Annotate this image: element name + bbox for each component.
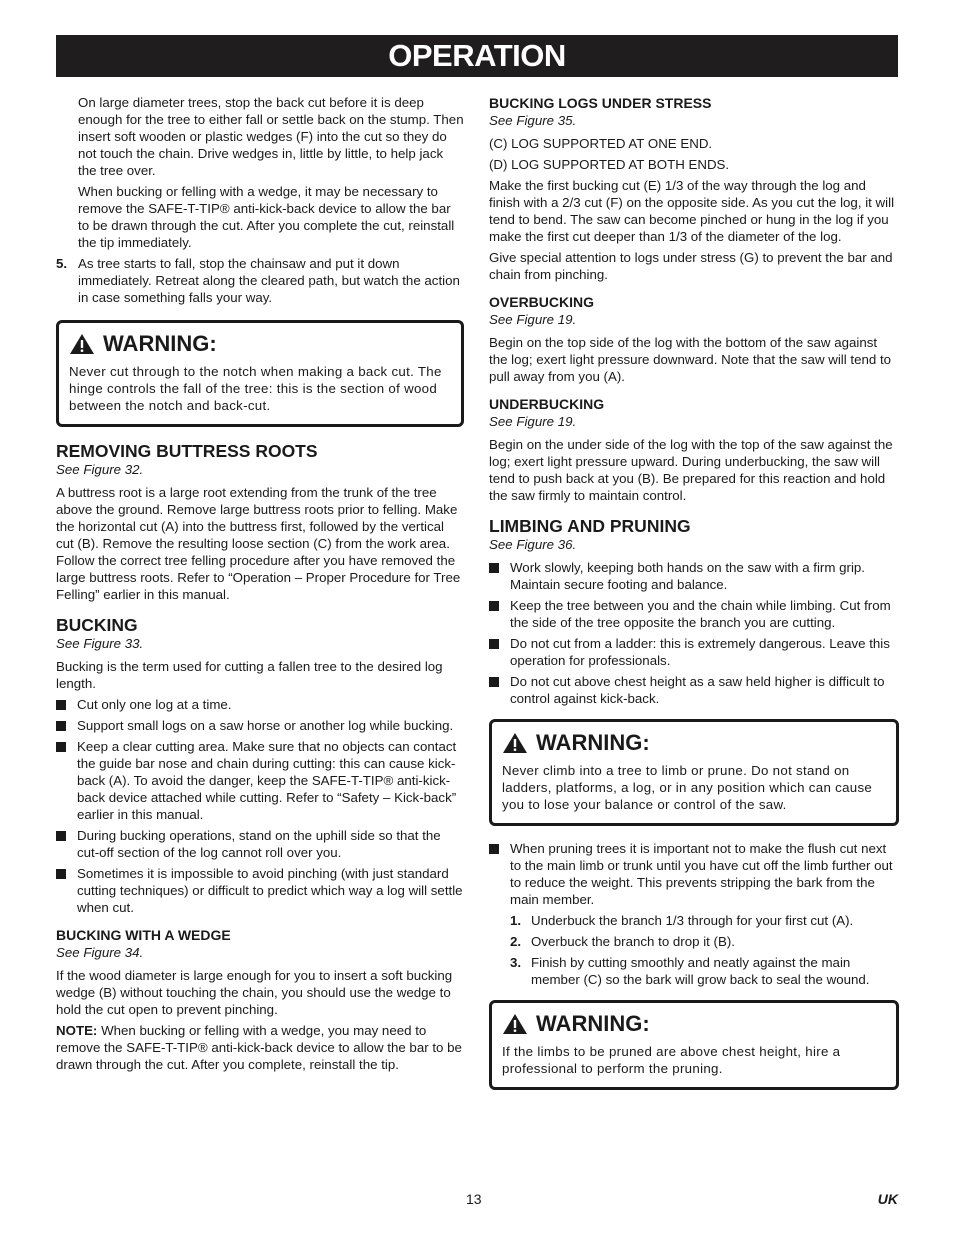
- warning-triangle-icon: [69, 333, 95, 355]
- step-text: Finish by cutting smoothly and neatly against the main member (C) so the bark will grow back to seal the wound.: [531, 955, 870, 987]
- warning-triangle-icon: [502, 732, 528, 754]
- page-title: OPERATION: [388, 38, 566, 73]
- section-heading-stress: BUCKING LOGS UNDER STRESS: [489, 95, 712, 111]
- section-heading-underbucking: UNDERBUCKING: [489, 396, 605, 412]
- warning-triangle-icon: [502, 1013, 528, 1035]
- bullet-item: [56, 738, 464, 823]
- section-heading-buttress: REMOVING BUTTRESS ROOTS: [56, 441, 318, 461]
- note-text: When bucking or felling with a wedge, you may need to remove the SAFE-T-TIP® anti-kick-back device to allow the bar to be drawn through the cut. After you complete, reinstall the tip.: [56, 1023, 462, 1072]
- pruning-step: [489, 912, 899, 929]
- figure-reference: See Figure 35.: [489, 113, 577, 128]
- step-number: 2.: [510, 934, 522, 949]
- section-heading-bucking: BUCKING: [56, 615, 138, 635]
- bullet-text: Cut only one log at a time.: [77, 697, 232, 712]
- bullet-item: [489, 840, 899, 908]
- step-number: 5.: [56, 256, 68, 271]
- section-heading-wedge: BUCKING WITH A WEDGE: [56, 927, 231, 943]
- square-bullet-icon: [56, 700, 66, 710]
- page-header: [56, 35, 898, 77]
- figure-reference: See Figure 36.: [489, 537, 577, 552]
- square-bullet-icon: [489, 677, 499, 687]
- step-number: 1.: [510, 913, 522, 928]
- warning-box-1: [56, 320, 464, 427]
- bullet-text: During bucking operations, stand on the uphill side so that the cut-off section of the log cannot roll over you.: [77, 828, 441, 860]
- note-label: NOTE:: [56, 1023, 98, 1038]
- figure-reference: See Figure 32.: [56, 462, 144, 477]
- stress-line-c: (C) LOG SUPPORTED AT ONE END.: [489, 136, 713, 151]
- bullet-text: Keep the tree between you and the chain while limbing. Cut from the side of the tree opposite the branch you are cutting.: [510, 598, 891, 630]
- square-bullet-icon: [489, 563, 499, 573]
- warning-box-3: [489, 1000, 899, 1090]
- square-bullet-icon: [489, 639, 499, 649]
- bullet-item: [56, 696, 464, 713]
- warning-text: Never climb into a tree to limb or prune. Do not stand on ladders, platforms, a log, or in any position which can cause you to lose your balance or control of the saw.: [502, 763, 873, 812]
- bullet-text: Work slowly, keeping both hands on the saw with a firm grip. Maintain secure footing and balance.: [510, 560, 865, 592]
- left-column: [56, 94, 464, 1077]
- warning-box-2: [489, 719, 899, 826]
- region-label: UK: [877, 1191, 898, 1207]
- bullet-text: Do not cut from a ladder: this is extremely dangerous. Leave this operation for professionals.: [510, 636, 890, 668]
- bullet-item: [489, 635, 899, 669]
- figure-reference: See Figure 34.: [56, 945, 144, 960]
- bullet-item: [489, 597, 899, 631]
- square-bullet-icon: [56, 831, 66, 841]
- wedge-paragraph: If the wood diameter is large enough for you to insert a soft bucking wedge (B) without touching the chain, you should use the wedge to hold the cut open to prevent pinching.: [56, 968, 453, 1017]
- warning-text: If the limbs to be pruned are above chest height, hire a professional to perform the pruning.: [502, 1044, 841, 1076]
- right-column: [489, 94, 899, 1104]
- bullet-text: Support small logs on a saw horse or another log while bucking.: [77, 718, 454, 733]
- bullet-item: [489, 559, 899, 593]
- square-bullet-icon: [489, 844, 499, 854]
- bullet-text: Keep a clear cutting area. Make sure that no objects can contact the guide bar nose and chain during cutting: this can cause kick-back (A). To avoid the danger, keep the SAFE-T-TIP® anti-kick-back device attached while cutting. Refer to “Safety – Kick-back” earlier in this manual.: [77, 739, 457, 822]
- stress-paragraph-2: Give special attention to logs under stress (G) to prevent the bar and chain from pinching.: [489, 250, 893, 282]
- square-bullet-icon: [56, 742, 66, 752]
- step-5: [56, 255, 464, 306]
- step-text: Underbuck the branch 1/3 through for your first cut (A).: [531, 913, 854, 928]
- bullet-text: Sometimes it is impossible to avoid pinching (with just standard cutting techniques) or difficult to predict which way a log will settle when cut.: [77, 866, 463, 915]
- warning-title: WARNING:: [536, 1011, 650, 1036]
- intro-paragraph-1: On large diameter trees, stop the back cut before it is deep enough for the tree to either fall or settle back on the stump. Then insert soft wooden or plastic wedges (F) into the cut so they do not touch the chain. Drive wedges in, little by little, to help jack the tree over.: [78, 95, 464, 178]
- page-number: 13: [466, 1191, 482, 1207]
- underbucking-paragraph: Begin on the under side of the log with the top of the saw against the log; exert light pressure upward. During underbucking, the saw will tend to push back at you (B). Be prepared for this reaction and hold the saw firmly to maintain control.: [489, 437, 893, 503]
- bullet-item: [56, 717, 464, 734]
- bullet-text: Do not cut above chest height as a saw held higher is difficult to control against kick-back.: [510, 674, 885, 706]
- section-heading-limbing: LIMBING AND PRUNING: [489, 516, 691, 536]
- square-bullet-icon: [489, 601, 499, 611]
- step-text: Overbuck the branch to drop it (B).: [531, 934, 735, 949]
- step-number: 3.: [510, 955, 522, 970]
- figure-reference: See Figure 19.: [489, 414, 577, 429]
- stress-line-d: (D) LOG SUPPORTED AT BOTH ENDS.: [489, 157, 730, 172]
- bucking-intro: Bucking is the term used for cutting a fallen tree to the desired log length.: [56, 659, 443, 691]
- intro-paragraph-2: When bucking or felling with a wedge, it may be necessary to remove the SAFE-T-TIP® anti-kick-back device to allow the bar to be drawn through the cut. After you complete the cut, reinstall the tip immediately.: [78, 184, 455, 250]
- bullet-item: [56, 827, 464, 861]
- wedge-note: [56, 1022, 464, 1073]
- warning-text: Never cut through to the notch when making a back cut. The hinge controls the fall of the tree: this is the section of wood between the notch and back-cut.: [69, 364, 442, 413]
- warning-title: WARNING:: [103, 331, 217, 356]
- section-heading-overbucking: OVERBUCKING: [489, 294, 595, 310]
- square-bullet-icon: [56, 869, 66, 879]
- step-text: As tree starts to fall, stop the chainsaw and put it down immediately. Retreat along the cleared path, but watch the action in case something falls your way.: [78, 256, 460, 305]
- overbucking-paragraph: Begin on the top side of the log with the bottom of the saw against the log; exert light pressure downward. Note that the saw will tend to pull away from you (A).: [489, 335, 892, 384]
- figure-reference: See Figure 19.: [489, 312, 577, 327]
- bullet-item: [489, 673, 899, 707]
- bullet-text: When pruning trees it is important not to make the flush cut next to the main limb or trunk until you have cut off the limb further out to reduce the weight. This prevents stripping the bark from the main member.: [510, 841, 893, 907]
- warning-title: WARNING:: [536, 730, 650, 755]
- buttress-paragraph: A buttress root is a large root extending from the trunk of the tree above the ground. Remove large buttress roots prior to felling. Make the horizontal cut (A) into the buttress first, followed by the vertical cut (B). Remove the resulting loose section (C) from the work area. Follow the correct tree felling procedure after you have removed the large buttress roots. Refer to “Operation – Proper Procedure for Tree Felling” earlier in this manual.: [56, 485, 461, 602]
- pruning-step: [489, 933, 899, 950]
- bullet-item: [56, 865, 464, 916]
- figure-reference: See Figure 33.: [56, 636, 144, 651]
- square-bullet-icon: [56, 721, 66, 731]
- pruning-step: [489, 954, 899, 988]
- stress-paragraph-1: Make the first bucking cut (E) 1/3 of the way through the log and finish with a 2/3 cut (F) on the opposite side. As you cut the log, it will tend to bend. The saw can become pinched or hung in the log if you make the first cut deeper than 1/3 of the diameter of the log.: [489, 178, 895, 244]
